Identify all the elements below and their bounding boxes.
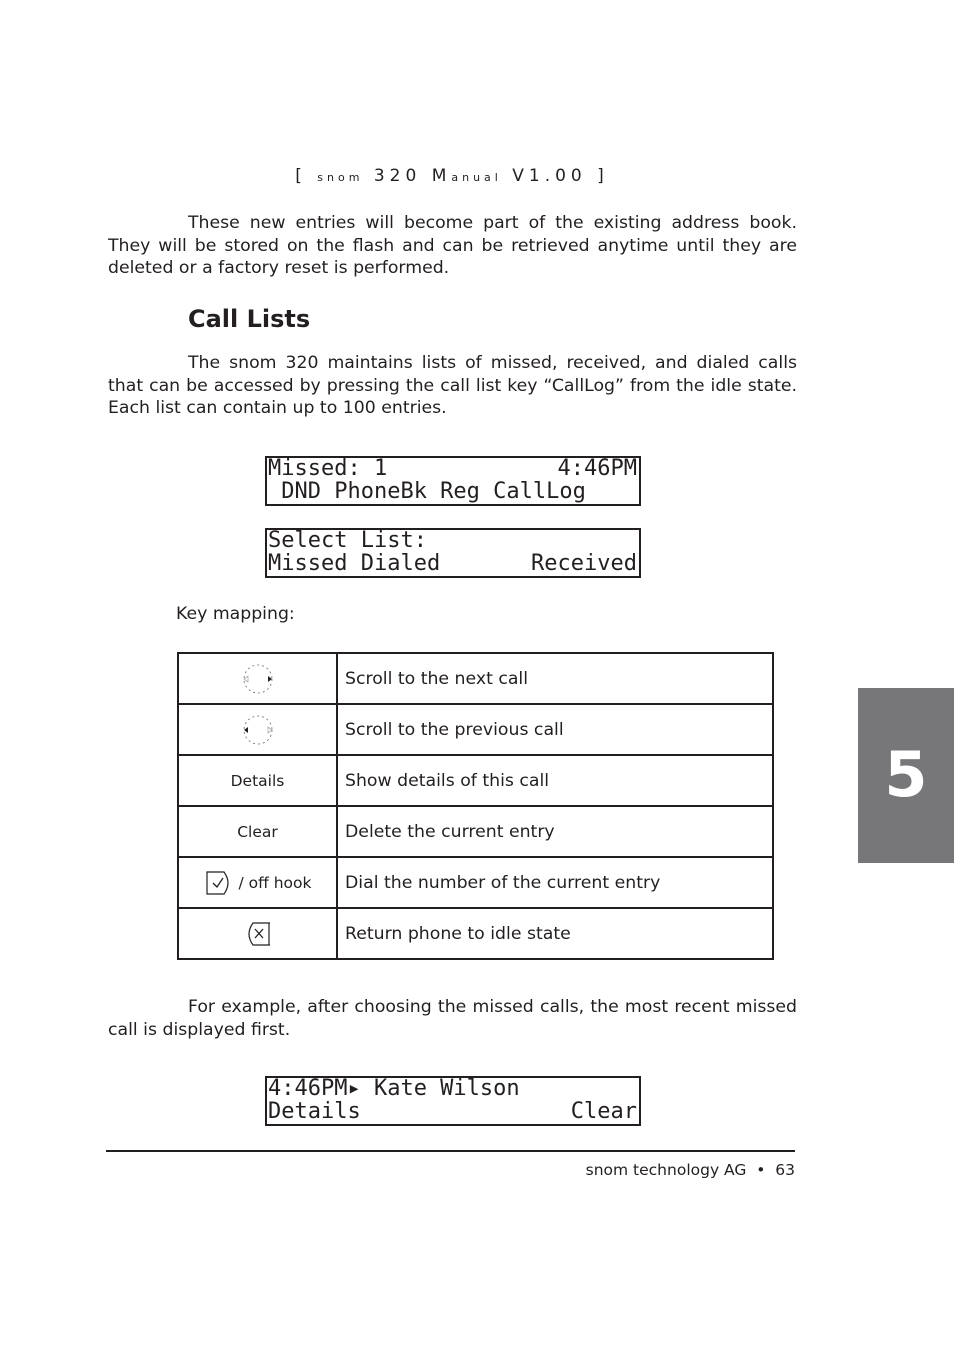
keymap-key	[178, 704, 337, 755]
page-number: 63	[775, 1161, 795, 1179]
lcd-idle-line2: DND PhoneBk Reg CallLog	[268, 479, 586, 504]
header-manual: Manual	[431, 166, 502, 186]
footer-bullet: •	[756, 1161, 766, 1179]
keymap-table	[177, 652, 774, 960]
header-brand: snom	[317, 171, 364, 184]
table-row	[178, 653, 773, 704]
lcd-select-line2-left: Missed Dialed	[268, 551, 441, 576]
keymap-label: Key mapping:	[176, 604, 295, 624]
header-bracket-open: [	[295, 166, 307, 186]
chapter-tab	[858, 688, 954, 863]
intro-paragraph: These new entries will become part of the existing address book. They will be stored on the flash and can be retrieved anytime until they are deleted or a factory reset is performed.	[108, 213, 797, 278]
lcd-select-screen	[265, 528, 641, 578]
off-hook-label: / off hook	[238, 873, 312, 892]
keymap-key	[178, 857, 337, 908]
lcd-idle-line1-right: 4:46PM	[557, 456, 637, 481]
lcd-select-line1: Select List:	[268, 528, 427, 553]
running-header	[0, 166, 904, 186]
table-row	[178, 806, 773, 857]
footer-rule	[106, 1150, 795, 1152]
keymap-description: Show details of this call	[337, 755, 773, 806]
table-row	[178, 704, 773, 755]
lcd-missed-line2-left: Details	[268, 1099, 361, 1124]
keymap-description: Delete the current entry	[337, 806, 773, 857]
footer-company: snom technology AG	[585, 1161, 747, 1179]
keymap-key: Clear	[178, 806, 337, 857]
lcd-missed-line2-right: Clear	[570, 1099, 637, 1124]
lcd-idle-screen	[265, 456, 641, 506]
example-paragraph: For example, after choosing the missed calls, the most recent missed call is displayed first.	[108, 997, 797, 1040]
keymap-key	[178, 908, 337, 959]
lcd-missed-screen	[265, 1076, 641, 1126]
header-model: 320	[373, 166, 422, 186]
page-footer	[586, 1161, 795, 1179]
keymap-key	[178, 653, 337, 704]
chapter-number: 5	[884, 738, 928, 811]
check-key-icon	[204, 869, 234, 897]
cancel-key-icon	[243, 920, 273, 948]
lcd-select-line2-right: Received	[531, 551, 637, 576]
table-row	[178, 755, 773, 806]
keymap-key: Details	[178, 755, 337, 806]
section-title: Call Lists	[188, 305, 311, 333]
table-row	[178, 857, 773, 908]
keymap-description: Return phone to idle state	[337, 908, 773, 959]
keymap-description: Scroll to the previous call	[337, 704, 773, 755]
navigation-left-icon	[241, 713, 275, 747]
header-version: V1.00	[512, 166, 587, 186]
navigation-right-icon	[241, 662, 275, 696]
keymap-description: Dial the number of the current entry	[337, 857, 773, 908]
table-row	[178, 908, 773, 959]
lcd-idle-line1-left: Missed: 1	[268, 456, 388, 481]
section-paragraph: The snom 320 maintains lists of missed, received, and dialed calls that can be accessed by pressing the call list key “CallLog” from the idle state. Each list can contain up to 100 entries.	[108, 353, 797, 418]
header-bracket-close: ]	[597, 166, 609, 186]
keymap-description: Scroll to the next call	[337, 653, 773, 704]
lcd-missed-line1: 4:46PM▸ Kate Wilson	[268, 1076, 520, 1101]
